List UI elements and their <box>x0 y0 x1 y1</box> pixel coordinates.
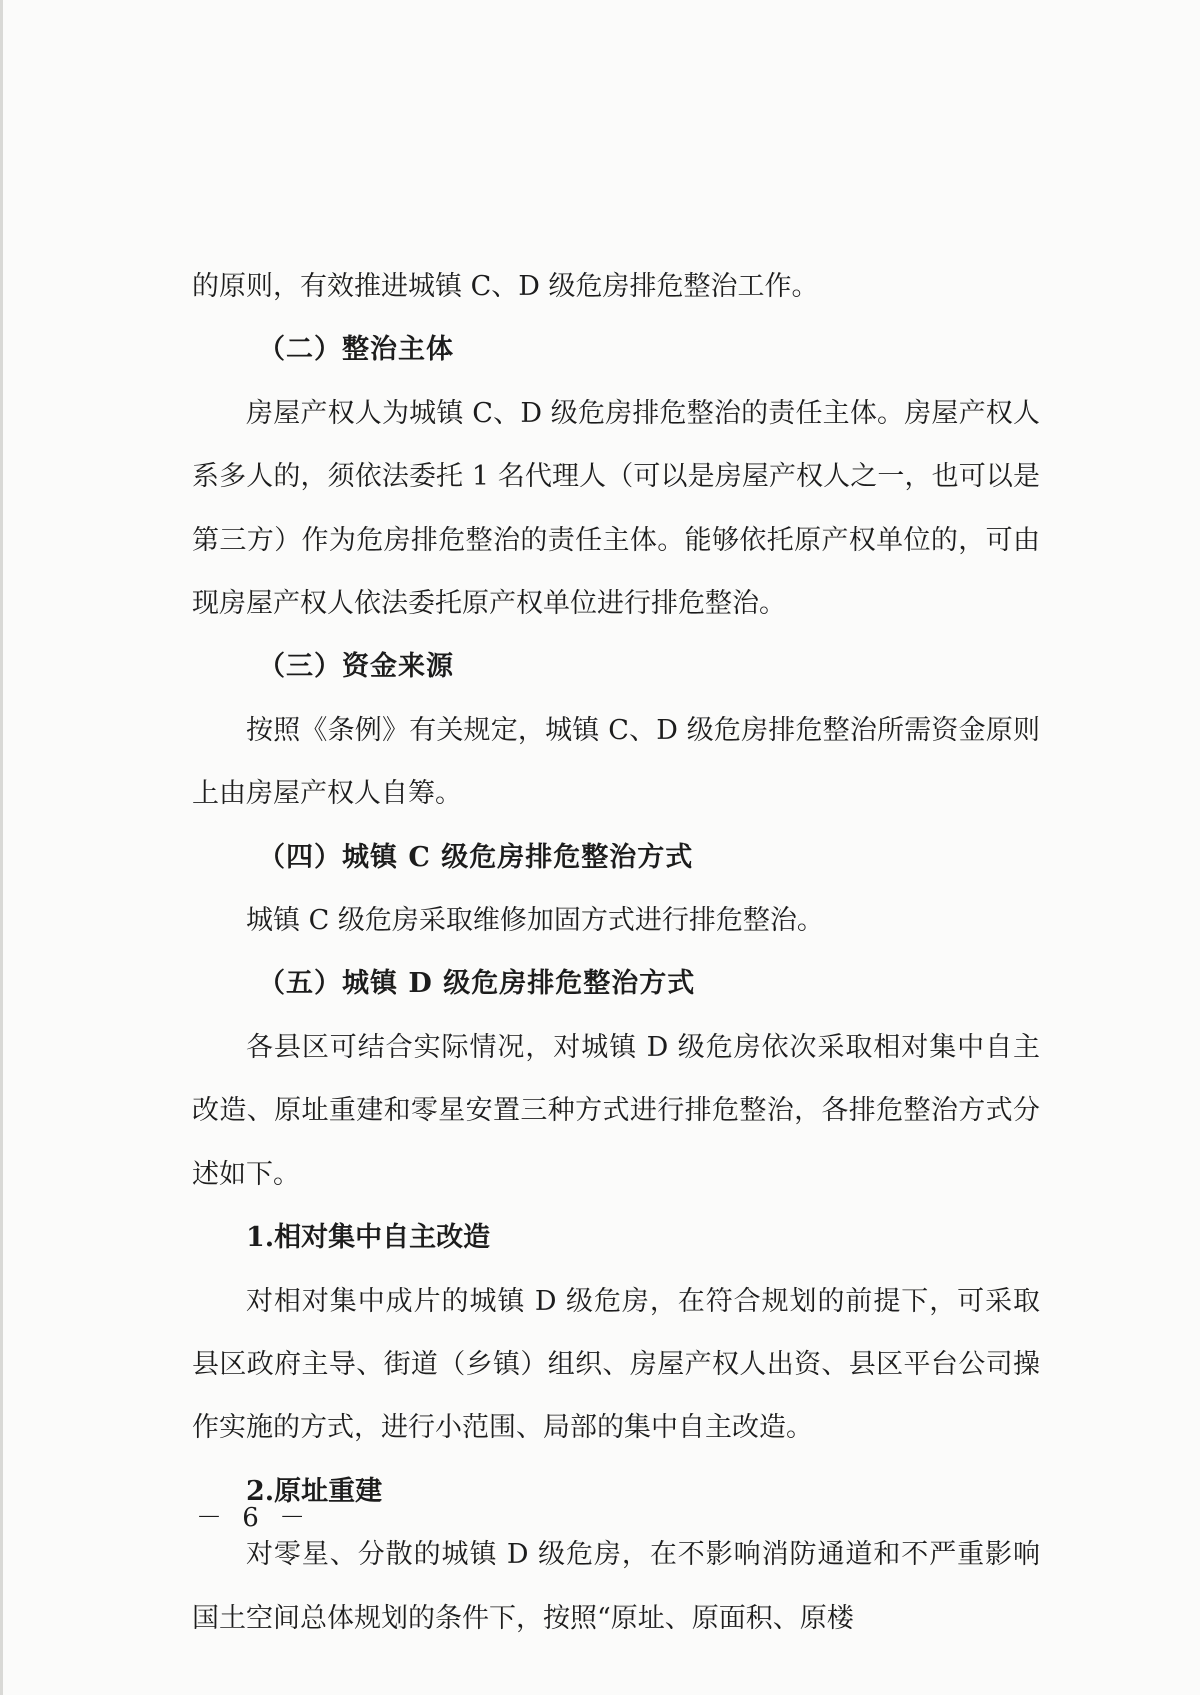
heading-c-level-method: （四）城镇 C 级危房排危整治方式 <box>258 841 694 873</box>
paragraph-in-situ-rebuild: 对零星、分散的城镇 D 级危房，在不影响消防通道和不严重影响国土空间总体规划的条件下，按照“原址、原面积、原楼 <box>192 1539 1040 1634</box>
paragraph-continuation: 的原则，有效推进城镇 C、D 级危房排危整治工作。 <box>192 271 819 302</box>
document-body <box>192 255 1040 1650</box>
paragraph-responsible-party: 房屋产权人为城镇 C、D 级危房排危整治的责任主体。房屋产权人系多人的，须依法委托 1 名代理人（可以是房屋产权人之一，也可以是第三方）作为危房排危整治的责任主体。能够依托原产权单位的，可由现房屋产权人依法委托原产权单位进行排危整治。 <box>192 397 1040 620</box>
heading-responsible-party: （二）整治主体 <box>258 334 454 366</box>
heading-funding-source: （三）资金来源 <box>258 651 454 683</box>
heading-d-level-method: （五）城镇 D 级危房排危整治方式 <box>258 968 696 1000</box>
heading-in-situ-rebuild: 2.原址重建 <box>246 1475 383 1507</box>
paragraph-funding-source: 按照《条例》有关规定，城镇 C、D 级危房排危整治所需资金原则上由房屋产权人自筹。 <box>192 714 1040 810</box>
paragraph-d-level-method: 各县区可结合实际情况，对城镇 D 级危房依次采取相对集中自主改造、原址重建和零星安置三种方式进行排危整治，各排危整治方式分述如下。 <box>192 1031 1040 1190</box>
paragraph-c-level-method: 城镇 C 级危房采取维修加固方式进行排危整治。 <box>246 905 824 937</box>
page-number: － 6 － <box>196 1503 312 1533</box>
paragraph-collective-renovation: 对相对集中成片的城镇 D 级危房，在符合规划的前提下，可采取县区政府主导、街道（乡镇）组织、房屋产权人出资、县区平台公司操作实施的方式，进行小范围、局部的集中自主改造。 <box>192 1285 1040 1444</box>
heading-collective-renovation: 1.相对集中自主改造 <box>246 1222 491 1254</box>
scan-edge <box>0 0 3 1695</box>
